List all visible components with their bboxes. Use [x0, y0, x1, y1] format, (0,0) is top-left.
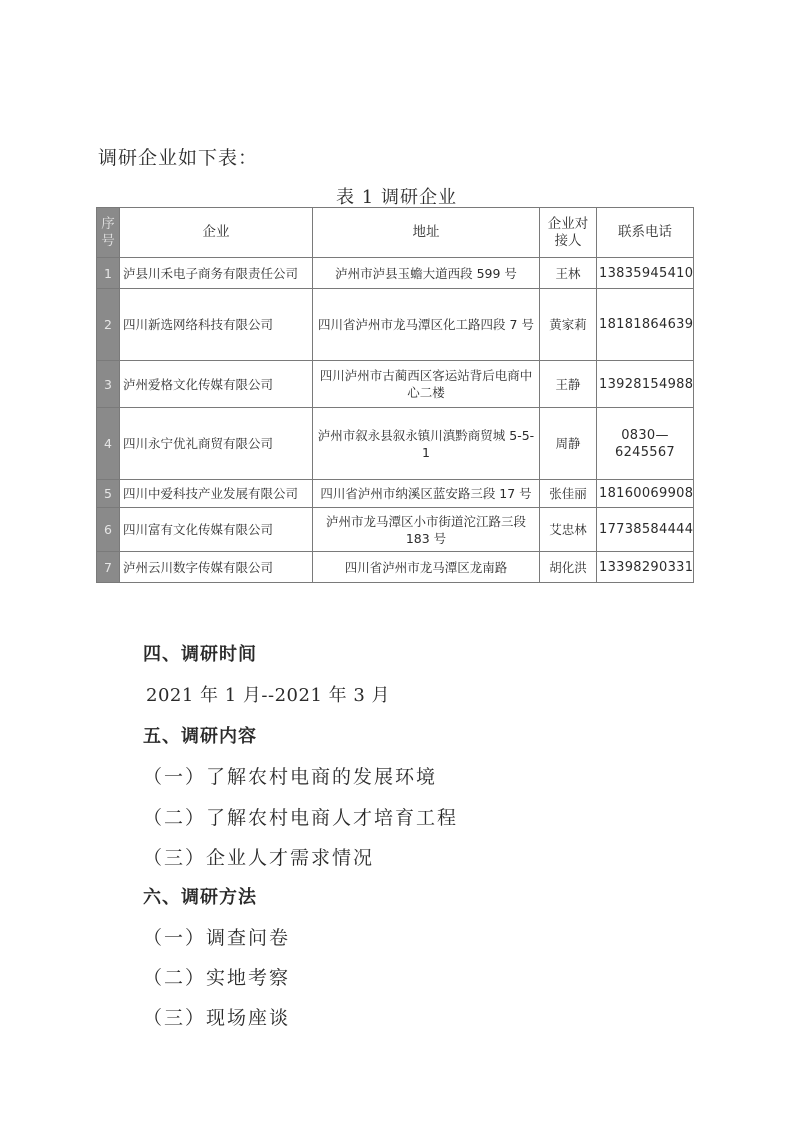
row-phone: 13928154988 — [597, 361, 694, 408]
row-contact: 周静 — [540, 408, 597, 480]
row-contact: 胡化洪 — [540, 552, 597, 583]
content-item: （三）企业人才需求情况 — [143, 847, 375, 869]
table-row — [97, 289, 694, 361]
row-phone: 13835945410 — [597, 258, 694, 289]
table-caption: 表 1 调研企业 — [336, 187, 457, 208]
row-address: 泸州市龙马潭区小市街道沱江路三段183 号 — [313, 508, 540, 552]
header-contact: 企业对接人 — [540, 208, 597, 258]
row-contact: 艾忠林 — [540, 508, 597, 552]
row-address: 四川省泸州市龙马潭区龙南路 — [313, 552, 540, 583]
method-item: （一）调查问卷 — [143, 927, 291, 949]
enterprise-table — [96, 207, 694, 583]
row-address: 泸州市泸县玉蟾大道西段 599 号 — [313, 258, 540, 289]
row-company: 四川新选网络科技有限公司 — [120, 289, 313, 361]
content-item: （二）了解农村电商人才培育工程 — [143, 807, 459, 829]
row-company: 四川富有文化传媒有限公司 — [120, 508, 313, 552]
row-company: 泸州云川数字传媒有限公司 — [120, 552, 313, 583]
table-row — [97, 408, 694, 480]
row-phone: 18181864639 — [597, 289, 694, 361]
row-phone: 18160069908 — [597, 480, 694, 508]
table-header-row — [97, 208, 694, 258]
table-row — [97, 258, 694, 289]
method-item: （三）现场座谈 — [143, 1007, 291, 1029]
row-address: 泸州市叙永县叙永镇川滇黔商贸城 5-5-1 — [313, 408, 540, 480]
row-company: 泸州爱格文化传媒有限公司 — [120, 361, 313, 408]
row-phone: 0830—6245567 — [597, 408, 694, 480]
table-row — [97, 552, 694, 583]
row-address: 四川省泸州市龙马潭区化工路四段 7 号 — [313, 289, 540, 361]
row-index: 1 — [97, 258, 120, 289]
row-company: 四川中爱科技产业发展有限公司 — [120, 480, 313, 508]
section-heading-method: 六、调研方法 — [143, 887, 257, 908]
method-item: （二）实地考察 — [143, 967, 291, 989]
row-address: 四川省泸州市纳溪区蓝安路三段 17 号 — [313, 480, 540, 508]
row-phone: 17738584444 — [597, 508, 694, 552]
row-contact: 王静 — [540, 361, 597, 408]
intro-text: 调研企业如下表： — [98, 147, 259, 169]
row-contact: 王林 — [540, 258, 597, 289]
row-index: 2 — [97, 289, 120, 361]
row-index: 5 — [97, 480, 120, 508]
table-row — [97, 361, 694, 408]
row-company: 泸县川禾电子商务有限责任公司 — [120, 258, 313, 289]
row-company: 四川永宁优礼商贸有限公司 — [120, 408, 313, 480]
table-row — [97, 508, 694, 552]
row-phone: 13398290331 — [597, 552, 694, 583]
content-item: （一）了解农村电商的发展环境 — [143, 766, 438, 788]
row-contact: 黄家莉 — [540, 289, 597, 361]
table-row — [97, 480, 694, 508]
header-phone: 联系电话 — [597, 208, 694, 258]
row-contact: 张佳丽 — [540, 480, 597, 508]
row-index: 6 — [97, 508, 120, 552]
row-index: 4 — [97, 408, 120, 480]
header-address: 地址 — [313, 208, 540, 258]
row-address: 四川泸州市古蔺西区客运站背后电商中心二楼 — [313, 361, 540, 408]
header-index: 序号 — [97, 208, 120, 258]
section-heading-time: 四、调研时间 — [143, 644, 257, 665]
section-heading-content: 五、调研内容 — [143, 726, 257, 747]
research-period: 2021 年 1 月--2021 年 3 月 — [146, 685, 391, 706]
header-company: 企业 — [120, 208, 313, 258]
row-index: 3 — [97, 361, 120, 408]
row-index: 7 — [97, 552, 120, 583]
